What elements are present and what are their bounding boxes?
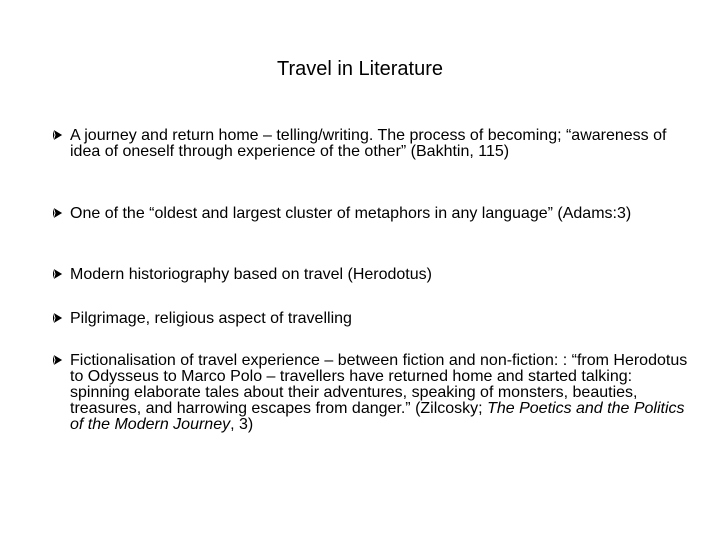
arrowhead-bullet-icon: [52, 129, 64, 141]
book-title: The Poetics and the Politics of the Modern Journey: [70, 400, 685, 433]
bullet-item: [52, 311, 692, 327]
arrowhead-bullet-icon: [52, 354, 64, 366]
slide-title: Travel in Literature: [277, 58, 443, 80]
bullet-text: Pilgrimage, religious aspect of travelling: [70, 310, 352, 327]
bullet-text-main: Fictionalisation of travel experience – between fiction and non-fiction: : “from Herodotus to Odysseus to Marco Polo – travellers have returned home and started talking: spinning elaborate tales about their adventures, speaking of monsters, beauties, treasures, and harrowing escapes from danger.” (Zilcosky;: [70, 352, 688, 417]
bullet-item: [52, 128, 692, 160]
bullet-text: A journey and return home – telling/writing. The process of becoming; “awareness of idea of oneself through experience of the other” (Bakhtin, 115): [70, 127, 667, 160]
bullet-text-end: , 3): [230, 416, 254, 433]
arrowhead-bullet-icon: [52, 207, 64, 219]
bullet-item: [52, 267, 692, 283]
bullet-text: [70, 353, 692, 433]
bullet-text: Modern historiography based on travel (Herodotus): [70, 266, 432, 283]
arrowhead-bullet-icon: [52, 268, 64, 280]
bullet-text: One of the “oldest and largest cluster of metaphors in any language” (Adams:3): [70, 205, 632, 222]
arrowhead-bullet-icon: [52, 312, 64, 324]
bullet-item: [52, 206, 692, 222]
bullet-item: [52, 353, 692, 433]
